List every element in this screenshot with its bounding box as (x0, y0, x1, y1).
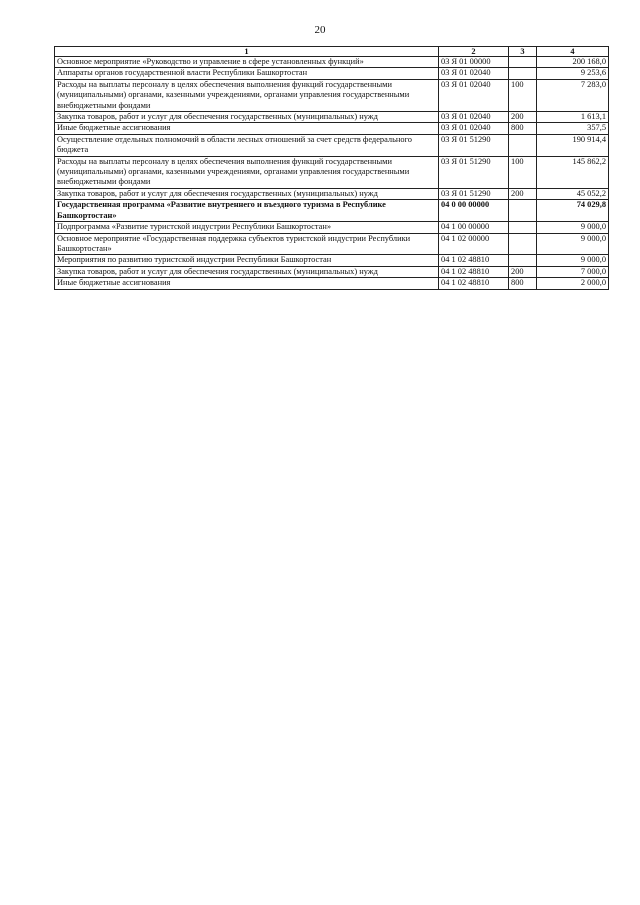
row-name-cell: Мероприятия по развитию туристской индустрии Республики Башкортостан (55, 255, 439, 266)
row-sum-cell: 9 253,6 (537, 68, 609, 79)
row-sum-cell: 190 914,4 (537, 134, 609, 156)
row-sum-cell: 45 052,2 (537, 188, 609, 199)
row-type-cell: 200 (509, 266, 537, 277)
page-number: 20 (314, 24, 326, 36)
row-sum-cell: 2 000,0 (537, 278, 609, 289)
table-row (55, 123, 609, 134)
row-name-cell: Государственная программа «Развитие внутреннего и въездного туризма в Республике Башкортостан» (55, 200, 439, 222)
table-row (55, 57, 609, 68)
table-row (55, 79, 609, 111)
row-sum-cell: 200 168,0 (537, 57, 609, 68)
table-row (55, 134, 609, 156)
row-name-cell: Осуществление отдельных полномочий в области лесных отношений за счет средств федерального бюджета (55, 134, 439, 156)
row-sum-cell: 145 862,2 (537, 156, 609, 188)
row-code-cell: 03 Я 01 51290 (439, 188, 509, 199)
row-type-cell: 100 (509, 79, 537, 111)
budget-table (54, 46, 609, 290)
row-name-cell: Аппараты органов государственной власти Республики Башкортостан (55, 68, 439, 79)
row-type-cell (509, 57, 537, 68)
table-body (55, 57, 609, 290)
row-type-cell (509, 134, 537, 156)
row-code-cell: 04 1 02 48810 (439, 266, 509, 277)
row-sum-cell: 7 000,0 (537, 266, 609, 277)
row-sum-cell: 7 283,0 (537, 79, 609, 111)
row-code-cell: 03 Я 01 51290 (439, 134, 509, 156)
header-col-1: 1 (55, 47, 439, 57)
row-name-cell: Расходы на выплаты персоналу в целях обеспечения выполнения функций государственными (муниципальными) органами, казенными учреждениями, органами управления государственными внебюджетными фондами (55, 79, 439, 111)
table-row (55, 278, 609, 289)
row-code-cell: 04 0 00 00000 (439, 200, 509, 222)
row-code-cell: 04 1 02 48810 (439, 278, 509, 289)
row-type-cell: 200 (509, 112, 537, 123)
row-type-cell: 100 (509, 156, 537, 188)
row-name-cell: Закупка товаров, работ и услуг для обеспечения государственных (муниципальных) нужд (55, 188, 439, 199)
row-name-cell: Иные бюджетные ассигнования (55, 278, 439, 289)
row-code-cell: 04 1 02 00000 (439, 233, 509, 255)
row-code-cell: 04 1 00 00000 (439, 222, 509, 233)
header-col-3: 3 (509, 47, 537, 57)
row-code-cell: 04 1 02 48810 (439, 255, 509, 266)
row-type-cell (509, 255, 537, 266)
table-row (55, 68, 609, 79)
table-row (55, 188, 609, 199)
row-sum-cell: 9 000,0 (537, 255, 609, 266)
table-row (55, 233, 609, 255)
row-code-cell: 03 Я 01 51290 (439, 156, 509, 188)
row-type-cell: 800 (509, 123, 537, 134)
table-row (55, 156, 609, 188)
row-code-cell: 03 Я 01 02040 (439, 112, 509, 123)
row-sum-cell: 1 613,1 (537, 112, 609, 123)
row-name-cell: Основное мероприятие «Государственная поддержка субъектов туристской индустрии Республики Башкортостан» (55, 233, 439, 255)
table-row (55, 112, 609, 123)
row-type-cell (509, 233, 537, 255)
row-type-cell (509, 222, 537, 233)
row-code-cell: 03 Я 01 02040 (439, 68, 509, 79)
table-row (55, 222, 609, 233)
row-type-cell (509, 200, 537, 222)
row-name-cell: Основное мероприятие «Руководство и управление в сфере установленных функций» (55, 57, 439, 68)
table-row (55, 200, 609, 222)
row-code-cell: 03 Я 01 02040 (439, 123, 509, 134)
row-name-cell: Иные бюджетные ассигнования (55, 123, 439, 134)
row-sum-cell: 9 000,0 (537, 222, 609, 233)
row-name-cell: Закупка товаров, работ и услуг для обеспечения государственных (муниципальных) нужд (55, 266, 439, 277)
row-type-cell: 200 (509, 188, 537, 199)
row-type-cell: 800 (509, 278, 537, 289)
header-col-2: 2 (439, 47, 509, 57)
table-row (55, 266, 609, 277)
row-name-cell: Расходы на выплаты персоналу в целях обеспечения выполнения функций государственными (муниципальными) органами, казенными учреждениями, органами управления государственными внебюджетными фондами (55, 156, 439, 188)
row-name-cell: Подпрограмма «Развитие туристской индустрии Республики Башкортостан» (55, 222, 439, 233)
header-col-4: 4 (537, 47, 609, 57)
row-code-cell: 03 Я 01 02040 (439, 79, 509, 111)
row-code-cell: 03 Я 01 00000 (439, 57, 509, 68)
row-type-cell (509, 68, 537, 79)
row-sum-cell: 357,5 (537, 123, 609, 134)
row-name-cell: Закупка товаров, работ и услуг для обеспечения государственных (муниципальных) нужд (55, 112, 439, 123)
row-sum-cell: 9 000,0 (537, 233, 609, 255)
row-sum-cell: 74 029,8 (537, 200, 609, 222)
table-header-row (55, 47, 609, 57)
table-row (55, 255, 609, 266)
